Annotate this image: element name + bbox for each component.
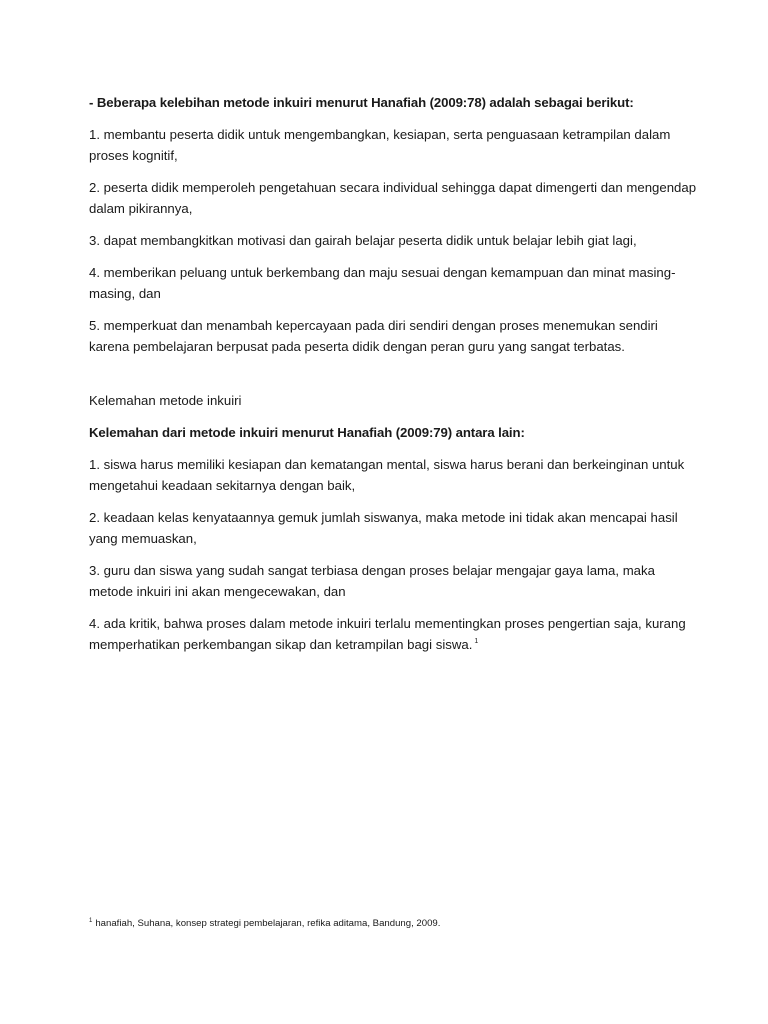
footnote-marker: 1 (89, 918, 93, 924)
weakness-item-3: 3. guru dan siswa yang sudah sangat terbiasa dengan proses belajar mengajar gaya lama, maka metode inkuiri ini akan mengecewakan, dan (89, 563, 655, 599)
footnote-reference[interactable]: 1 (474, 638, 479, 645)
document-body (89, 92, 699, 655)
weakness-item-4 (89, 613, 699, 655)
advantage-item-5: 5. memperkuat dan menambah kepercayaan pada diri sendiri dengan proses menemukan sendiri karena pembelajaran berpusat pada peserta didik dengan peran guru yang sangat terbatas. (89, 318, 658, 354)
weakness-item-1: 1. siswa harus memiliki kesiapan dan kematangan mental, siswa harus berani dan berkeinginan untuk mengetahui keadaan sekitarnya dengan baik, (89, 457, 685, 493)
advantage-item-4: 4. memberikan peluang untuk berkembang dan maju sesuai dengan kemampuan dan minat masing-masing, dan (89, 265, 676, 301)
footnote-text: hanafiah, Suhana, konsep strategi pembelajaran, refika aditama, Bandung, 2009. (95, 918, 441, 929)
advantage-item-2: 2. peserta didik memperoleh pengetahuan secara individual sehingga dapat dimengerti dan mengendap dalam pikirannya, (89, 180, 697, 216)
weakness-item-4-text: 4. ada kritik, bahwa proses dalam metode inkuiri terlalu mementingkan proses pengertian saja, kurang memperhatikan perkembangan sikap dan ketrampilan bagi siswa. (89, 616, 686, 652)
weakness-heading: Kelemahan metode inkuiri (89, 393, 242, 408)
advantages-intro: - Beberapa kelebihan metode inkuiri menurut Hanafiah (2009:78) adalah sebagai berikut: (89, 95, 634, 110)
advantage-item-1: 1. membantu peserta didik untuk mengembangkan, kesiapan, serta penguasaan ketrampilan dalam proses kognitif, (89, 127, 671, 163)
advantage-item-3: 3. dapat membangkitkan motivasi dan gairah belajar peserta didik untuk belajar lebih giat lagi, (89, 233, 637, 248)
weakness-item-2: 2. keadaan kelas kenyataannya gemuk jumlah siswanya, maka metode ini tidak akan mencapai hasil yang memuaskan, (89, 510, 678, 546)
footnote (89, 917, 709, 931)
weakness-intro: Kelemahan dari metode inkuiri menurut Hanafiah (2009:79) antara lain: (89, 425, 525, 440)
